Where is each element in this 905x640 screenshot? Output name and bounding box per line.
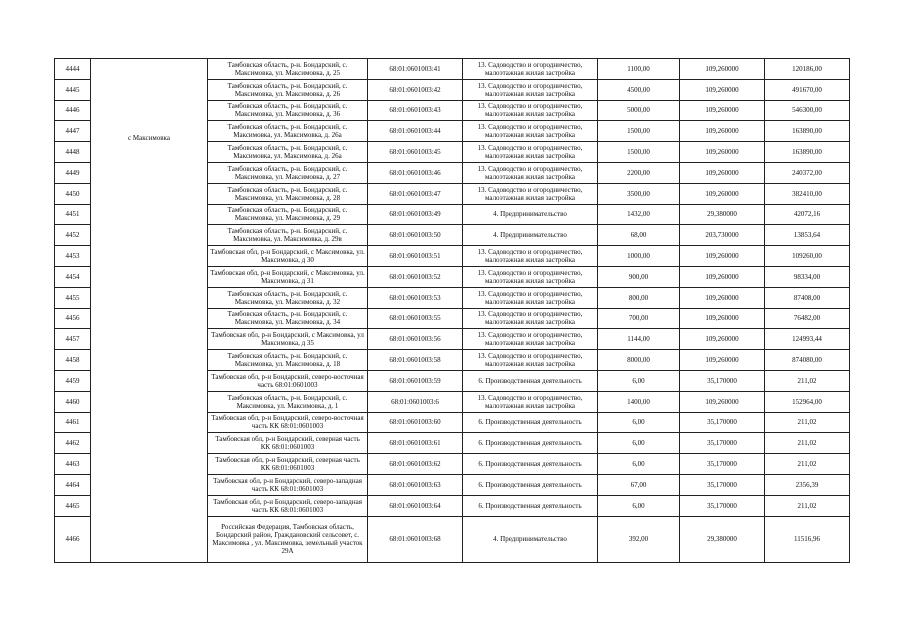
address-cell: Тамбовская обл, р-н Бондарский, северная часть КК 68:01:0601003	[208, 454, 368, 475]
area-cell: 5000,00	[598, 100, 680, 121]
address-cell: Тамбовская обл, р-н Бондарский, северо-западная часть КК 68:01:0601003	[208, 474, 368, 495]
row-number: 4449	[55, 162, 91, 183]
area-cell: 1500,00	[598, 142, 680, 163]
address-cell: Тамбовская область, р-н. Бондарский, с. Максимовка, ул. Максимовка, д. 28	[208, 183, 368, 204]
land-use-cell: 6. Производственная деятельность	[463, 412, 598, 433]
address-cell: Тамбовская область, р-н. Бондарский, с. Максимовка, ул. Максимовка, д. 1	[208, 391, 368, 412]
specific-value-cell: 109,260000	[680, 266, 765, 287]
specific-value-cell: 109,260000	[680, 142, 765, 163]
cadastral-value-cell: 211,02	[765, 433, 850, 454]
specific-value-cell: 35,170000	[680, 412, 765, 433]
area-cell: 1500,00	[598, 121, 680, 142]
address-cell: Тамбовская область, р-н. Бондарский, с. Максимовка, ул. Максимовка, д. 25	[208, 59, 368, 80]
cadastral-number-cell: 68:01:0601003:62	[368, 454, 463, 475]
row-number: 4466	[55, 516, 91, 562]
address-cell: Российская Федерация, Тамбовская область, Бондарский район, Граждановский сельсовет, с. Максимовка , ул. Максимовка, земельный участок 29А	[208, 516, 368, 562]
cadastral-value-cell: 2356,39	[765, 474, 850, 495]
land-use-cell: 6. Производственная деятельность	[463, 433, 598, 454]
cadastral-value-cell: 211,02	[765, 454, 850, 475]
cadastral-number-cell: 68:01:0601003:42	[368, 79, 463, 100]
area-cell: 3500,00	[598, 183, 680, 204]
land-use-cell: 13. Садоводство и огородничество, малоэтажная жилая застройка	[463, 121, 598, 142]
specific-value-cell: 109,260000	[680, 183, 765, 204]
specific-value-cell: 35,170000	[680, 474, 765, 495]
cadastral-value-cell: 211,02	[765, 495, 850, 516]
area-cell: 1144,00	[598, 329, 680, 350]
land-use-cell: 13. Садоводство и огородничество, малоэтажная жилая застройка	[463, 100, 598, 121]
row-number: 4458	[55, 350, 91, 371]
address-cell: Тамбовская обл, р-н Бондарский, с Максимовка, ул Максимовка, д 35	[208, 329, 368, 350]
area-cell: 6,00	[598, 370, 680, 391]
specific-value-cell: 109,260000	[680, 246, 765, 267]
cadastral-value-cell: 98334,00	[765, 266, 850, 287]
cadastral-value-cell: 211,02	[765, 412, 850, 433]
cadastral-number-cell: 68:01:0601003:52	[368, 266, 463, 287]
address-cell: Тамбовская область, р-н. Бондарский, с. Максимовка, ул. Максимовка, д. 29	[208, 204, 368, 225]
specific-value-cell: 203,730000	[680, 225, 765, 246]
land-use-cell: 6. Производственная деятельность	[463, 495, 598, 516]
area-cell: 900,00	[598, 266, 680, 287]
area-cell: 6,00	[598, 454, 680, 475]
cadastral-value-cell: 42072,16	[765, 204, 850, 225]
land-use-cell: 13. Садоводство и огородничество, малоэтажная жилая застройка	[463, 391, 598, 412]
cadastral-value-cell: 120186,00	[765, 59, 850, 80]
area-cell: 68,00	[598, 225, 680, 246]
row-number: 4457	[55, 329, 91, 350]
cadastral-value-cell: 491670,00	[765, 79, 850, 100]
cadastral-value-cell: 546300,00	[765, 100, 850, 121]
land-use-cell: 6. Производственная деятельность	[463, 454, 598, 475]
address-cell: Тамбовская область, р-н. Бондарский, с. Максимовка, ул. Максимовка, д. 29в	[208, 225, 368, 246]
row-number: 4447	[55, 121, 91, 142]
land-use-cell: 13. Садоводство и огородничество, малоэтажная жилая застройка	[463, 266, 598, 287]
cadastral-value-cell: 76482,00	[765, 308, 850, 329]
area-cell: 800,00	[598, 287, 680, 308]
cadastral-number-cell: 68:01:0601003:63	[368, 474, 463, 495]
cadastral-number-cell: 68:01:0601003:58	[368, 350, 463, 371]
row-number: 4454	[55, 266, 91, 287]
table-body	[55, 59, 850, 563]
specific-value-cell: 109,260000	[680, 308, 765, 329]
area-cell: 1400,00	[598, 391, 680, 412]
locality-label: с Максимовка	[128, 134, 170, 143]
cadastral-value-cell: 152964,00	[765, 391, 850, 412]
land-use-cell: 4. Предпринимательство	[463, 204, 598, 225]
row-number: 4452	[55, 225, 91, 246]
specific-value-cell: 35,170000	[680, 433, 765, 454]
specific-value-cell: 109,260000	[680, 162, 765, 183]
table-row	[55, 59, 850, 80]
area-cell: 1000,00	[598, 246, 680, 267]
specific-value-cell: 109,260000	[680, 350, 765, 371]
row-number: 4459	[55, 370, 91, 391]
specific-value-cell: 109,260000	[680, 59, 765, 80]
address-cell: Тамбовская область, р-н. Бондарский, с. Максимовка, ул. Максимовка, д. 34	[208, 308, 368, 329]
cadastral-value-cell: 240372,00	[765, 162, 850, 183]
row-number: 4451	[55, 204, 91, 225]
address-cell: Тамбовская обл, р-н Бондарский, с Максимовка, ул. Максимовка, д 30	[208, 246, 368, 267]
address-cell: Тамбовская область, р-н. Бондарский, с. Максимовка, ул. Максимовка, д. 27	[208, 162, 368, 183]
cadastral-number-cell: 68:01:0601003:45	[368, 142, 463, 163]
specific-value-cell: 109,260000	[680, 100, 765, 121]
land-use-cell: 13. Садоводство и огородничество, малоэтажная жилая застройка	[463, 162, 598, 183]
cadastral-number-cell: 68:01:0601003:6	[368, 391, 463, 412]
cadastral-number-cell: 68:01:0601003:61	[368, 433, 463, 454]
specific-value-cell: 35,170000	[680, 370, 765, 391]
specific-value-cell: 109,260000	[680, 287, 765, 308]
cadastral-number-cell: 68:01:0601003:43	[368, 100, 463, 121]
row-number: 4448	[55, 142, 91, 163]
specific-value-cell: 29,380000	[680, 204, 765, 225]
cadastral-value-cell: 109260,00	[765, 246, 850, 267]
address-cell: Тамбовская обл, р-н Бондарский, северо-восточная часть КК 68:01:0601003	[208, 412, 368, 433]
address-cell: Тамбовская область, р-н. Бондарский, с. Максимовка, ул. Максимовка, д. 36	[208, 100, 368, 121]
row-number: 4444	[55, 59, 91, 80]
row-number: 4450	[55, 183, 91, 204]
cadastral-number-cell: 68:01:0601003:56	[368, 329, 463, 350]
area-cell: 8000,00	[598, 350, 680, 371]
area-cell: 392,00	[598, 516, 680, 562]
address-cell: Тамбовская область, р-н. Бондарский, с. Максимовка, ул. Максимовка, д. 18	[208, 350, 368, 371]
cadastral-value-cell: 874080,00	[765, 350, 850, 371]
row-number: 4461	[55, 412, 91, 433]
area-cell: 700,00	[598, 308, 680, 329]
area-cell: 6,00	[598, 412, 680, 433]
area-cell: 1432,00	[598, 204, 680, 225]
land-use-cell: 4. Предпринимательство	[463, 225, 598, 246]
address-cell: Тамбовская область, р-н. Бондарский, с. Максимовка, ул. Максимовка, д. 26	[208, 79, 368, 100]
row-number: 4456	[55, 308, 91, 329]
address-cell: Тамбовская область, р-н. Бондарский, с. Максимовка, ул. Максимовка, д. 32	[208, 287, 368, 308]
row-number: 4460	[55, 391, 91, 412]
row-number: 4445	[55, 79, 91, 100]
row-number: 4453	[55, 246, 91, 267]
land-use-cell: 6. Производственная деятельность	[463, 370, 598, 391]
land-use-cell: 13. Садоводство и огородничество, малоэтажная жилая застройка	[463, 308, 598, 329]
land-use-cell: 13. Садоводство и огородничество, малоэтажная жилая застройка	[463, 246, 598, 267]
land-use-cell: 13. Садоводство и огородничество, малоэтажная жилая застройка	[463, 329, 598, 350]
land-use-cell: 13. Садоводство и огородничество, малоэтажная жилая застройка	[463, 79, 598, 100]
land-use-cell: 13. Садоводство и огородничество, малоэтажная жилая застройка	[463, 142, 598, 163]
cadastral-value-cell: 11516,96	[765, 516, 850, 562]
locality-cell	[91, 59, 208, 563]
cadastral-number-cell: 68:01:0601003:59	[368, 370, 463, 391]
area-cell: 1100,00	[598, 59, 680, 80]
cadastral-number-cell: 68:01:0601003:64	[368, 495, 463, 516]
row-number: 4455	[55, 287, 91, 308]
cadastral-number-cell: 68:01:0601003:49	[368, 204, 463, 225]
row-number: 4465	[55, 495, 91, 516]
cadastral-value-cell: 163890,00	[765, 142, 850, 163]
area-cell: 6,00	[598, 433, 680, 454]
address-cell: Тамбовская обл, р-н Бондарский, северо-восточная часть 68:01:0601003	[208, 370, 368, 391]
land-use-cell: 4. Предпринимательство	[463, 516, 598, 562]
land-use-cell: 13. Садоводство и огородничество, малоэтажная жилая застройка	[463, 350, 598, 371]
cadastral-value-cell: 211,02	[765, 370, 850, 391]
row-number: 4464	[55, 474, 91, 495]
cadastral-number-cell: 68:01:0601003:60	[368, 412, 463, 433]
address-cell: Тамбовская область, р-н. Бондарский, с. Максимовка, ул. Максимовка, д. 26а	[208, 121, 368, 142]
address-cell: Тамбовская обл, р-н Бондарский, северо-западная часть КК 68:01:0601003	[208, 495, 368, 516]
cadastral-number-cell: 68:01:0601003:50	[368, 225, 463, 246]
cadastral-number-cell: 68:01:0601003:53	[368, 287, 463, 308]
land-use-cell: 13. Садоводство и огородничество, малоэтажная жилая застройка	[463, 287, 598, 308]
cadastral-value-table	[54, 58, 850, 563]
address-cell: Тамбовская область, р-н. Бондарский, с. Максимовка, ул. Максимовка, д. 26а	[208, 142, 368, 163]
row-number: 4446	[55, 100, 91, 121]
cadastral-value-cell: 87408,00	[765, 287, 850, 308]
cadastral-number-cell: 68:01:0601003:41	[368, 59, 463, 80]
specific-value-cell: 35,170000	[680, 495, 765, 516]
land-use-cell: 6. Производственная деятельность	[463, 474, 598, 495]
land-use-cell: 13. Садоводство и огородничество, малоэтажная жилая застройка	[463, 183, 598, 204]
specific-value-cell: 35,170000	[680, 454, 765, 475]
cadastral-number-cell: 68:01:0601003:46	[368, 162, 463, 183]
specific-value-cell: 109,260000	[680, 329, 765, 350]
area-cell: 6,00	[598, 495, 680, 516]
area-cell: 67,00	[598, 474, 680, 495]
cadastral-number-cell: 68:01:0601003:47	[368, 183, 463, 204]
area-cell: 4500,00	[598, 79, 680, 100]
cadastral-number-cell: 68:01:0601003:68	[368, 516, 463, 562]
row-number: 4463	[55, 454, 91, 475]
area-cell: 2200,00	[598, 162, 680, 183]
cadastral-value-cell: 124993,44	[765, 329, 850, 350]
land-use-cell: 13. Садоводство и огородничество, малоэтажная жилая застройка	[463, 59, 598, 80]
specific-value-cell: 109,260000	[680, 79, 765, 100]
row-number: 4462	[55, 433, 91, 454]
cadastral-value-cell: 382410,00	[765, 183, 850, 204]
address-cell: Тамбовская обл, р-н Бондарский, северная часть КК 68:01:0601003	[208, 433, 368, 454]
cadastral-number-cell: 68:01:0601003:51	[368, 246, 463, 267]
specific-value-cell: 109,260000	[680, 121, 765, 142]
cadastral-number-cell: 68:01:0601003:44	[368, 121, 463, 142]
cadastral-value-cell: 13853,64	[765, 225, 850, 246]
address-cell: Тамбовская обл, р-н Бондарский, с Максимовка, ул. Максимовка, д 31	[208, 266, 368, 287]
specific-value-cell: 29,380000	[680, 516, 765, 562]
specific-value-cell: 109,260000	[680, 391, 765, 412]
cadastral-value-cell: 163890,00	[765, 121, 850, 142]
cadastral-number-cell: 68:01:0601003:55	[368, 308, 463, 329]
